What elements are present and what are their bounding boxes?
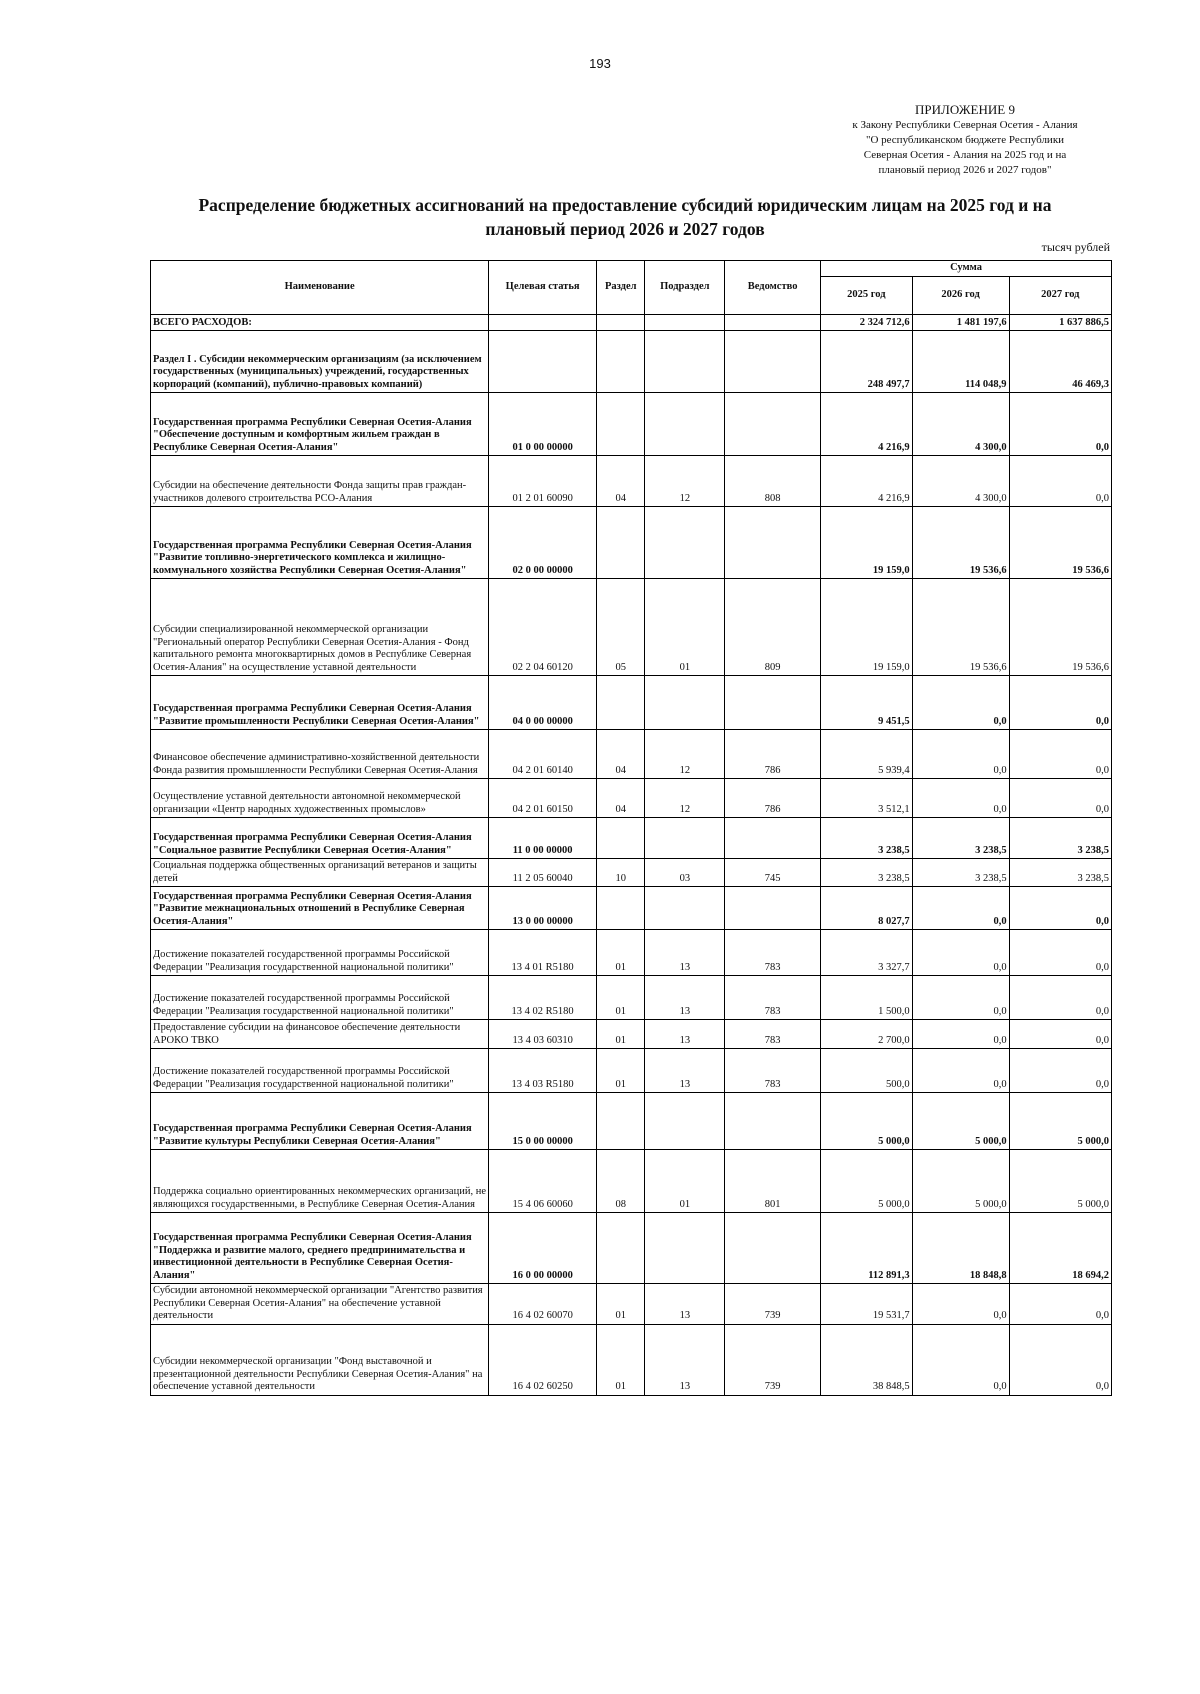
table-row [151, 779, 1112, 818]
row-section: 04 [596, 456, 644, 507]
row-section: 10 [596, 859, 644, 887]
row-2026: 0,0 [912, 976, 1009, 1020]
row-2026: 3 238,5 [912, 818, 1009, 859]
row-target: 16 4 02 60070 [489, 1284, 597, 1325]
row-target: 04 2 01 60150 [489, 779, 597, 818]
row-dept [725, 393, 821, 456]
row-2025: 3 238,5 [821, 859, 913, 887]
row-target [489, 315, 597, 331]
table-row [151, 730, 1112, 779]
row-dept [725, 818, 821, 859]
row-subsection: 01 [645, 579, 725, 676]
row-subsection: 13 [645, 1284, 725, 1325]
row-2026: 0,0 [912, 1324, 1009, 1395]
budget-table [150, 260, 1112, 1396]
row-target: 01 0 00 00000 [489, 393, 597, 456]
row-target: 04 2 01 60140 [489, 730, 597, 779]
row-dept: 783 [725, 1020, 821, 1049]
row-subsection: 12 [645, 730, 725, 779]
row-target: 15 0 00 00000 [489, 1093, 597, 1150]
row-dept: 783 [725, 930, 821, 976]
row-name: Достижение показателей государственной программы Российской Федерации "Реализация государственной национальной политики" [151, 930, 489, 976]
row-target: 02 2 04 60120 [489, 579, 597, 676]
row-subsection: 12 [645, 779, 725, 818]
row-2027: 0,0 [1009, 730, 1111, 779]
row-name: Достижение показателей государственной программы Российской Федерации "Реализация государственной национальной политики" [151, 1049, 489, 1093]
row-section: 01 [596, 1284, 644, 1325]
row-dept: 783 [725, 976, 821, 1020]
row-dept [725, 887, 821, 930]
row-subsection [645, 393, 725, 456]
row-2026: 18 848,8 [912, 1213, 1009, 1284]
row-2027: 0,0 [1009, 456, 1111, 507]
row-2027: 0,0 [1009, 1049, 1111, 1093]
row-2025: 19 159,0 [821, 507, 913, 579]
row-2027: 5 000,0 [1009, 1150, 1111, 1213]
row-2026: 5 000,0 [912, 1150, 1009, 1213]
row-section [596, 331, 644, 393]
row-dept [725, 331, 821, 393]
header-2025: 2025 год [821, 277, 913, 315]
table-row [151, 507, 1112, 579]
row-section [596, 1093, 644, 1150]
total-row [151, 315, 1112, 331]
title-line: Распределение бюджетных ассигнований на предоставление субсидий юридическим лицам на 2025 год и на [198, 195, 1052, 215]
row-2027: 0,0 [1009, 1284, 1111, 1325]
document-title [150, 193, 1100, 241]
row-subsection [645, 315, 725, 331]
appendix-line: "О республиканском бюджете Республики [865, 134, 1065, 146]
appendix-line: Северная Осетия - Алания на 2025 год и на [863, 149, 1067, 161]
row-name: Поддержка социально ориентированных некоммерческих организаций, не являющихся государственными, в Республике Северная Осетия-Алания [151, 1150, 489, 1213]
row-dept: 786 [725, 779, 821, 818]
row-2025: 3 238,5 [821, 818, 913, 859]
appendix-line: ПРИЛОЖЕНИЕ 9 [915, 102, 1015, 117]
row-dept [725, 315, 821, 331]
row-subsection: 13 [645, 1049, 725, 1093]
row-section [596, 887, 644, 930]
row-section: 01 [596, 930, 644, 976]
units-label: тысяч рублей [1041, 240, 1110, 254]
row-target: 04 0 00 00000 [489, 676, 597, 730]
row-dept [725, 1213, 821, 1284]
row-dept [725, 1093, 821, 1150]
row-2027: 0,0 [1009, 976, 1111, 1020]
table-row [151, 1324, 1112, 1395]
row-name: ВСЕГО РАСХОДОВ: [151, 315, 489, 331]
row-section: 01 [596, 1020, 644, 1049]
row-section: 08 [596, 1150, 644, 1213]
row-2026: 19 536,6 [912, 579, 1009, 676]
row-2027: 19 536,6 [1009, 579, 1111, 676]
row-name: Государственная программа Республики Северная Осетия-Алания "Развитие топливно-энергетического комплекса и жилищно-коммунального хозяйства Республики Северная Осетия-Алания" [151, 507, 489, 579]
table-row [151, 1284, 1112, 1325]
row-2026: 0,0 [912, 1049, 1009, 1093]
row-dept: 745 [725, 859, 821, 887]
row-target: 15 4 06 60060 [489, 1150, 597, 1213]
row-2027: 0,0 [1009, 779, 1111, 818]
appendix-block [815, 102, 1115, 178]
table-row [151, 859, 1112, 887]
header-2026: 2026 год [912, 277, 1009, 315]
row-2025: 38 848,5 [821, 1324, 913, 1395]
row-2027: 46 469,3 [1009, 331, 1111, 393]
row-2027: 3 238,5 [1009, 818, 1111, 859]
table-row [151, 818, 1112, 859]
table-row [151, 393, 1112, 456]
row-dept [725, 507, 821, 579]
row-name: Государственная программа Республики Северная Осетия-Алания "Развитие межнациональных отношений в Республике Северная Осетия-Алания" [151, 887, 489, 930]
row-2026: 0,0 [912, 1284, 1009, 1325]
row-target: 02 0 00 00000 [489, 507, 597, 579]
header-2027: 2027 год [1009, 277, 1111, 315]
row-name: Осуществление уставной деятельности автономной некоммерческой организации «Центр народных художественных промыслов» [151, 779, 489, 818]
row-2027: 5 000,0 [1009, 1093, 1111, 1150]
row-2027: 0,0 [1009, 1324, 1111, 1395]
table-row [151, 1049, 1112, 1093]
row-2026: 19 536,6 [912, 507, 1009, 579]
row-2025: 112 891,3 [821, 1213, 913, 1284]
row-dept: 809 [725, 579, 821, 676]
row-2027: 0,0 [1009, 887, 1111, 930]
row-subsection [645, 676, 725, 730]
row-2025: 5 939,4 [821, 730, 913, 779]
row-subsection: 13 [645, 930, 725, 976]
row-name: Социальная поддержка общественных организаций ветеранов и защиты детей [151, 859, 489, 887]
row-target: 13 4 01 R5180 [489, 930, 597, 976]
row-subsection [645, 507, 725, 579]
row-2025: 19 531,7 [821, 1284, 913, 1325]
row-name: Государственная программа Республики Северная Осетия-Алания "Поддержка и развитие малого, среднего предпринимательства и инвестиционной деятельности в Республике Северная Осетия-Алания" [151, 1213, 489, 1284]
row-2025: 8 027,7 [821, 887, 913, 930]
row-2025: 3 327,7 [821, 930, 913, 976]
row-dept: 808 [725, 456, 821, 507]
row-2026: 114 048,9 [912, 331, 1009, 393]
row-2026: 4 300,0 [912, 456, 1009, 507]
table-row [151, 976, 1112, 1020]
table-row [151, 456, 1112, 507]
row-section: 04 [596, 730, 644, 779]
row-name: Государственная программа Республики Северная Осетия-Алания "Обеспечение доступным и комфортным жильем граждан в Республике Северная Осетия-Алания" [151, 393, 489, 456]
row-subsection: 13 [645, 976, 725, 1020]
title-line: плановый период 2026 и 2027 годов [485, 219, 765, 239]
table-row [151, 331, 1112, 393]
table-row [151, 579, 1112, 676]
row-name: Субсидии автономной некоммерческой организации "Агентство развития Республики Северная Осетия-Алания" на обеспечение уставной деятельности [151, 1284, 489, 1325]
row-name: Раздел I . Субсидии некоммерческим организациям (за исключением государственных (муниципальных) учреждений, государственных корпораций (компаний), публично-правовых компаний) [151, 331, 489, 393]
row-name: Финансовое обеспечение административно-хозяйственной деятельности Фонда развития промышленности Республики Северная Осетия-Алания [151, 730, 489, 779]
table-row [151, 887, 1112, 930]
row-name: Государственная программа Республики Северная Осетия-Алания "Социальное развитие Республики Северная Осетия-Алания" [151, 818, 489, 859]
row-dept: 739 [725, 1324, 821, 1395]
row-name: Предоставление субсидии на финансовое обеспечение деятельности АРОКО ТВКО [151, 1020, 489, 1049]
row-section: 01 [596, 1049, 644, 1093]
row-2025: 1 500,0 [821, 976, 913, 1020]
table-row [151, 1213, 1112, 1284]
row-name: Государственная программа Республики Северная Осетия-Алания "Развитие промышленности Республики Северная Осетия-Алания" [151, 676, 489, 730]
row-2025: 4 216,9 [821, 393, 913, 456]
row-dept: 739 [725, 1284, 821, 1325]
row-name: Субсидии специализированной некоммерческой организации "Региональный оператор Республики Северная Осетия-Алания - Фонд капитального ремонта многоквартирных домов в Республике Северная Осетия-Алания" на осуществление уставной деятельности [151, 579, 489, 676]
row-target: 16 0 00 00000 [489, 1213, 597, 1284]
row-subsection: 01 [645, 1150, 725, 1213]
row-subsection [645, 1213, 725, 1284]
row-name: Субсидии на обеспечение деятельности Фонда защиты прав граждан-участников долевого строительства РСО-Алания [151, 456, 489, 507]
row-2026: 0,0 [912, 1020, 1009, 1049]
row-target: 13 4 03 60310 [489, 1020, 597, 1049]
row-target [489, 331, 597, 393]
header-section: Раздел [596, 261, 644, 315]
row-target: 13 0 00 00000 [489, 887, 597, 930]
table-row [151, 930, 1112, 976]
header-dept: Ведомство [725, 261, 821, 315]
row-target: 13 4 03 R5180 [489, 1049, 597, 1093]
row-dept [725, 676, 821, 730]
row-target: 16 4 02 60250 [489, 1324, 597, 1395]
row-section [596, 1213, 644, 1284]
row-2027: 0,0 [1009, 676, 1111, 730]
row-2027: 0,0 [1009, 1020, 1111, 1049]
row-2026: 4 300,0 [912, 393, 1009, 456]
row-dept: 786 [725, 730, 821, 779]
row-2026: 0,0 [912, 779, 1009, 818]
table-row [151, 1150, 1112, 1213]
row-dept: 783 [725, 1049, 821, 1093]
row-section [596, 507, 644, 579]
row-2025: 248 497,7 [821, 331, 913, 393]
row-subsection [645, 331, 725, 393]
row-section [596, 676, 644, 730]
row-2027: 0,0 [1009, 930, 1111, 976]
row-2026: 0,0 [912, 730, 1009, 779]
row-2026: 3 238,5 [912, 859, 1009, 887]
row-2027: 0,0 [1009, 393, 1111, 456]
page-number: 193 [589, 56, 611, 71]
appendix-line: плановый период 2026 и 2027 годов" [878, 164, 1052, 176]
row-2025: 2 700,0 [821, 1020, 913, 1049]
row-2025: 3 512,1 [821, 779, 913, 818]
row-name: Субсидии некоммерческой организации "Фонд выставочной и презентационной деятельности Республики Северная Осетия-Алания" на обеспечение уставной деятельности [151, 1324, 489, 1395]
row-subsection: 13 [645, 1324, 725, 1395]
row-subsection [645, 818, 725, 859]
row-2026: 0,0 [912, 887, 1009, 930]
row-target: 11 2 05 60040 [489, 859, 597, 887]
row-subsection [645, 1093, 725, 1150]
header-subsection: Подраздел [645, 261, 725, 315]
row-section [596, 393, 644, 456]
row-2027: 18 694,2 [1009, 1213, 1111, 1284]
row-subsection: 03 [645, 859, 725, 887]
row-target: 11 0 00 00000 [489, 818, 597, 859]
row-target: 13 4 02 R5180 [489, 976, 597, 1020]
table-row [151, 1020, 1112, 1049]
row-2025: 9 451,5 [821, 676, 913, 730]
row-section [596, 315, 644, 331]
row-2025: 4 216,9 [821, 456, 913, 507]
row-target: 01 2 01 60090 [489, 456, 597, 507]
row-section: 01 [596, 1324, 644, 1395]
row-2026: 0,0 [912, 676, 1009, 730]
row-section: 01 [596, 976, 644, 1020]
row-subsection [645, 887, 725, 930]
header-sum: Сумма [821, 261, 1112, 277]
row-section: 04 [596, 779, 644, 818]
row-2026: 5 000,0 [912, 1093, 1009, 1150]
row-subsection: 13 [645, 1020, 725, 1049]
row-2025: 5 000,0 [821, 1093, 913, 1150]
appendix-line: к Закону Республики Северная Осетия - Алания [852, 119, 1078, 131]
header-name: Наименование [151, 261, 489, 315]
row-name: Государственная программа Республики Северная Осетия-Алания "Развитие культуры Республики Северная Осетия-Алания" [151, 1093, 489, 1150]
row-2027: 3 238,5 [1009, 859, 1111, 887]
row-2025: 2 324 712,6 [821, 315, 913, 331]
row-2025: 19 159,0 [821, 579, 913, 676]
row-2027: 19 536,6 [1009, 507, 1111, 579]
header-target: Целевая статья [489, 261, 597, 315]
table-row [151, 1093, 1112, 1150]
row-2026: 1 481 197,6 [912, 315, 1009, 331]
row-subsection: 12 [645, 456, 725, 507]
row-2027: 1 637 886,5 [1009, 315, 1111, 331]
row-section: 05 [596, 579, 644, 676]
row-dept: 801 [725, 1150, 821, 1213]
table-row [151, 676, 1112, 730]
row-2026: 0,0 [912, 930, 1009, 976]
row-name: Достижение показателей государственной программы Российской Федерации "Реализация государственной национальной политики" [151, 976, 489, 1020]
row-2025: 5 000,0 [821, 1150, 913, 1213]
row-section [596, 818, 644, 859]
row-2025: 500,0 [821, 1049, 913, 1093]
